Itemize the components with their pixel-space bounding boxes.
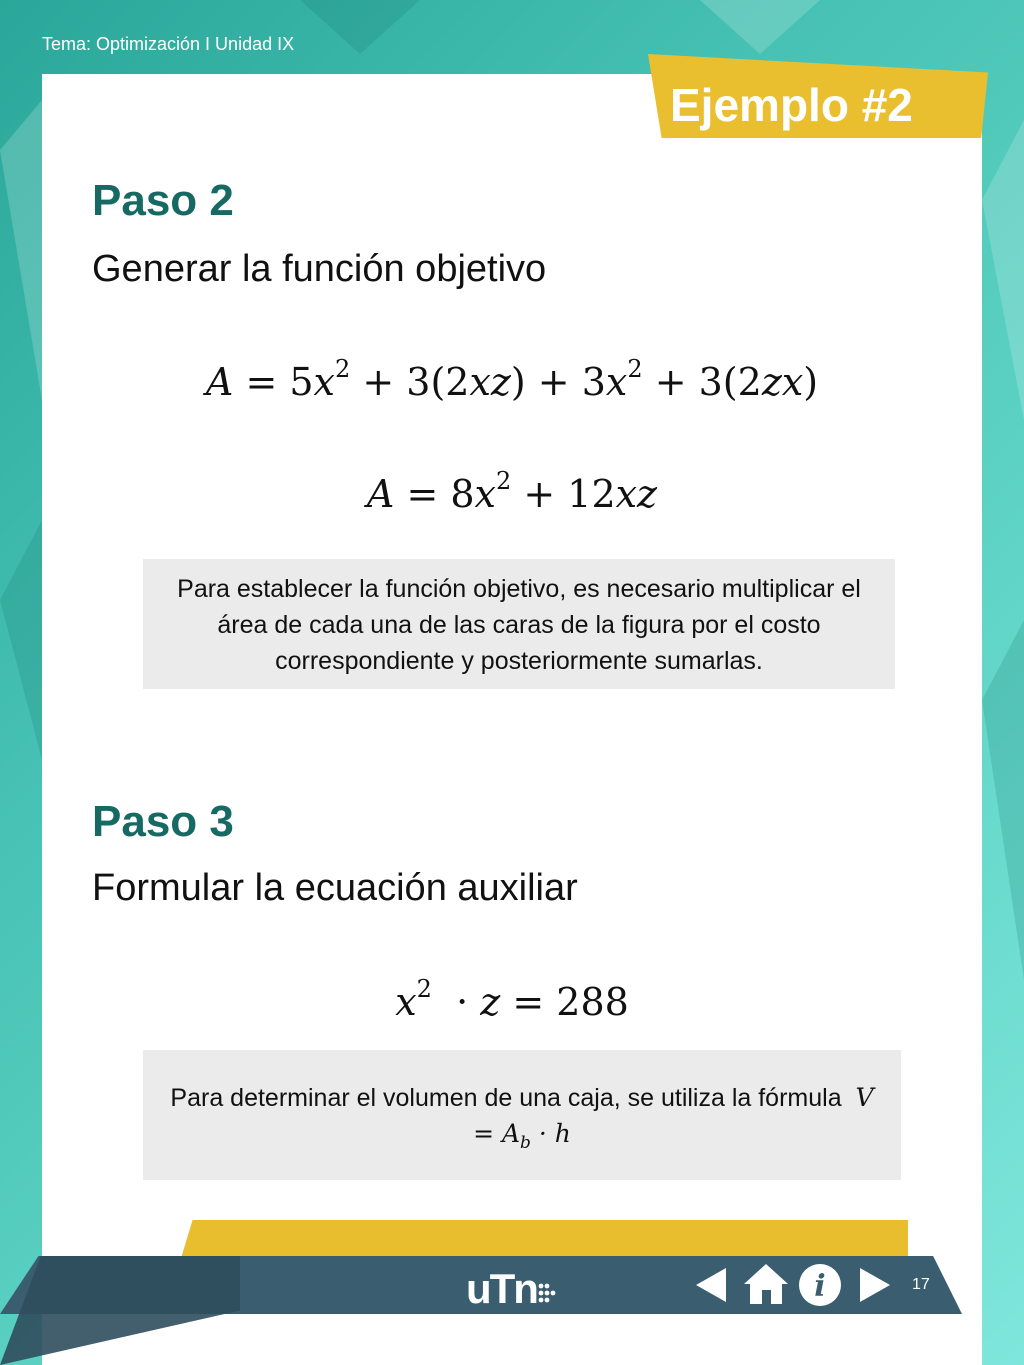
next-icon[interactable] xyxy=(856,1266,894,1304)
step3-note xyxy=(143,1050,901,1180)
logo-dots xyxy=(538,1282,556,1304)
equation-objective-simplified: $A = 8x^2 + 12xz$ xyxy=(366,467,658,516)
step2-title: Paso 2 xyxy=(92,176,234,225)
svg-text:i: i xyxy=(814,1269,826,1304)
info-icon[interactable] xyxy=(798,1263,842,1307)
step3-title: Paso 3 xyxy=(92,797,234,846)
topic-label: Tema: Optimización I Unidad IX xyxy=(42,34,295,54)
prev-icon[interactable] xyxy=(692,1266,730,1304)
step3-subtitle: Formular la ecuación auxiliar xyxy=(92,867,578,909)
utn-logo: uTn xyxy=(466,1265,537,1312)
step2-note: Para establecer la función objetivo, es necesario multiplicar el área de cada una de las caras de la figura por el costo correspondiente y posteriormente sumarlas. xyxy=(143,559,895,689)
step2-subtitle: Generar la función objetivo xyxy=(92,248,547,290)
equation-objective-expanded: $A = 5x^2 + 3(2xz) + 3x^2 + 3(2zx)$ xyxy=(205,355,819,404)
page-number: 17 xyxy=(912,1276,930,1293)
home-icon[interactable] xyxy=(742,1262,790,1306)
example-title: Ejemplo #2 xyxy=(670,79,913,131)
step3-note-text: Para determinar el volumen de una caja, se utiliza la fórmula xyxy=(170,1084,842,1112)
equation-auxiliary: $x^2 \cdot z = 288$ xyxy=(395,975,629,1024)
volume-formula: $V = A_b \cdot h$ xyxy=(473,1083,874,1153)
